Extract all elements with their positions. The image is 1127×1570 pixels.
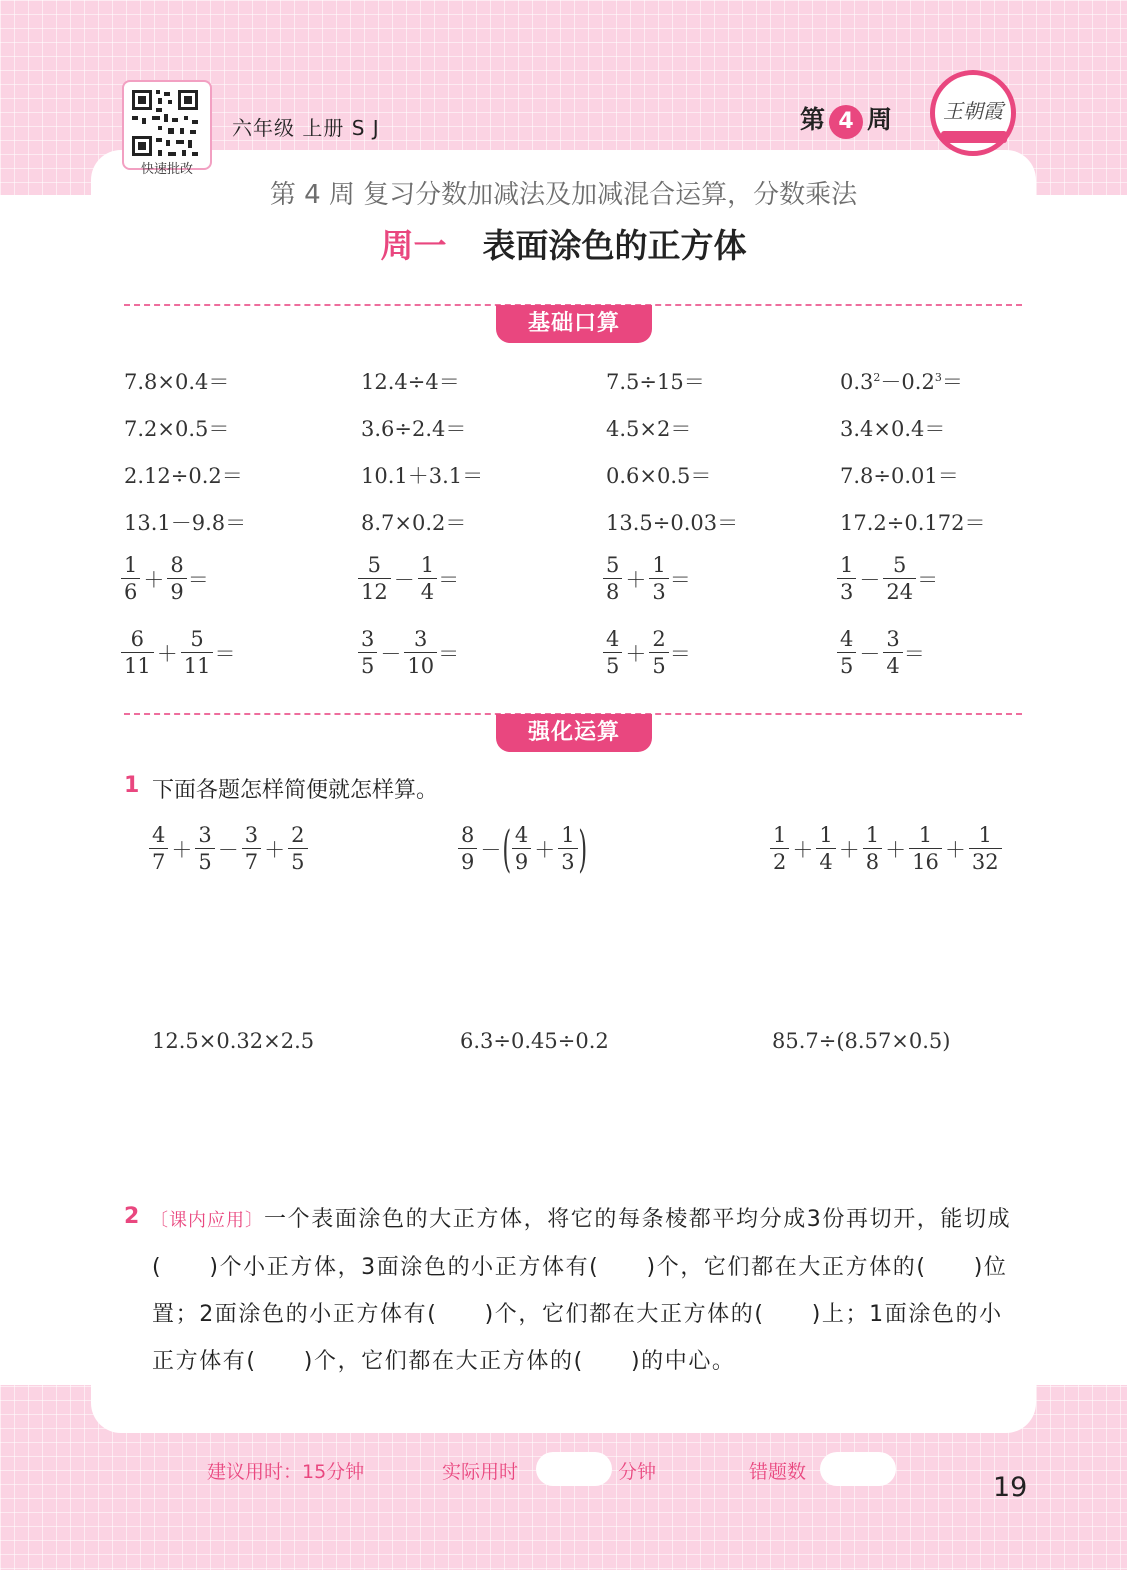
question-number: 1 [124,773,140,798]
oral-item: 4.5×2＝ [606,417,692,441]
section-tab-basic: 基础口算 [496,305,652,343]
calc-expr: 85.7÷(8.57×0.5) [772,1029,951,1053]
calc-expr: 12.5×0.32×2.5 [152,1029,315,1053]
suggested-time: 建议用时：15分钟 [207,1461,365,1483]
question-number: 2 [124,1204,140,1229]
title-topic: 表面涂色的正方体 [482,226,747,265]
oral-item: 7.8÷0.01＝ [840,464,959,488]
oral-item: 3.6÷2.4＝ [361,417,467,441]
week-number: 4 [829,105,863,139]
question-tag: 〔课内应用〕 [150,1210,264,1231]
week-suffix: 周 [867,105,893,134]
oral-item: 0.6×0.5＝ [606,464,712,488]
grade-label: 六年级 上册 S J [232,116,380,140]
fraction-item: $\frac{1}{3}$ － $\frac{5}{24}$ ＝ [836,552,938,605]
oral-item: 3.4×0.4＝ [840,417,946,441]
title-day: 周一 [380,226,447,265]
oral-item: 17.2÷0.172＝ [840,511,986,535]
fraction-item: $\frac{3}{5}$ － $\frac{3}{10}$ ＝ [357,626,459,679]
question-2-body: 一个表面涂色的大正方体，将它的每条棱都平均分成3份再切开，能切成( )个小正方体，3面涂色的小正方体有( )个，它们都在大正方体的( )位置；2面涂色的小正方体有( )个，它们都在大正方体的( )上；1面涂色的小正方体有( )个，它们都在大正方体的( )的中心。 [152,1207,1012,1374]
logo-ribbon [941,131,1007,143]
logo-text: 王朝霞 [943,99,1003,123]
oral-item: 10.1＋3.1＝ [361,464,484,488]
simplify-expr-b: $\frac{8}{9}$ － ( $\frac{4}{9}$ ＋ $\frac{1}{3}$ ) [457,822,586,875]
question-text: 下面各题怎样简便就怎样算。 [152,778,439,803]
oral-item: 2.12÷0.2＝ [124,464,243,488]
oral-item: 12.4÷4＝ [361,370,460,394]
oral-item-power: $0.3^2-0.2^3=$ [840,370,963,394]
fraction-item: $\frac{4}{5}$ － $\frac{3}{4}$ ＝ [836,626,925,679]
fraction-item: $\frac{5}{8}$ ＋ $\frac{1}{3}$ ＝ [602,552,691,605]
oral-item: 8.7×0.2＝ [361,511,467,535]
simplify-expr-a: $\frac{4}{7}$ ＋ $\frac{3}{5}$ － $\frac{3}{7}$ ＋ $\frac{2}{5}$ [148,822,309,875]
simplify-expr-c: $\frac{1}{2}$ ＋ $\frac{1}{4}$ ＋ $\frac{1}{8}$ ＋ $\frac{1}{16}$ ＋ $\frac{1}{32}$ [769,822,1003,875]
oral-item: 7.2×0.5＝ [124,417,230,441]
oral-item: 13.1－9.8＝ [124,511,247,535]
page-title [0,220,1127,267]
week-badge [800,100,892,139]
actual-time-field[interactable] [536,1452,612,1486]
qr-label: 快速批改 [140,162,193,177]
fraction-item: $\frac{6}{11}$ ＋ $\frac{5}{11}$ ＝ [120,626,235,679]
oral-item: 7.5÷15＝ [606,370,705,394]
oral-item: 7.8×0.4＝ [124,370,230,394]
page-number: 19 [993,1472,1028,1503]
brand-logo [930,70,1016,156]
oral-item: 13.5÷0.03＝ [606,511,739,535]
minutes-label: 分钟 [618,1461,657,1483]
fraction-item: $\frac{5}{12}$ － $\frac{1}{4}$ ＝ [357,552,459,605]
qr-code-icon[interactable] [122,80,212,170]
errors-field[interactable] [820,1452,896,1486]
fraction-item: $\frac{4}{5}$ ＋ $\frac{2}{5}$ ＝ [602,626,691,679]
calc-expr: 6.3÷0.45÷0.2 [460,1029,609,1053]
week-subtitle: 第 4 周 复习分数加减法及加减混合运算，分数乘法 [269,180,858,210]
section-tab-advanced: 强化运算 [496,714,652,752]
actual-time-label: 实际用时 [442,1461,519,1483]
week-prefix: 第 [800,105,826,134]
question-2-text [152,1196,1024,1385]
fraction-item: $\frac{1}{6}$ ＋ $\frac{8}{9}$ ＝ [120,552,209,605]
errors-label: 错题数 [749,1461,807,1483]
